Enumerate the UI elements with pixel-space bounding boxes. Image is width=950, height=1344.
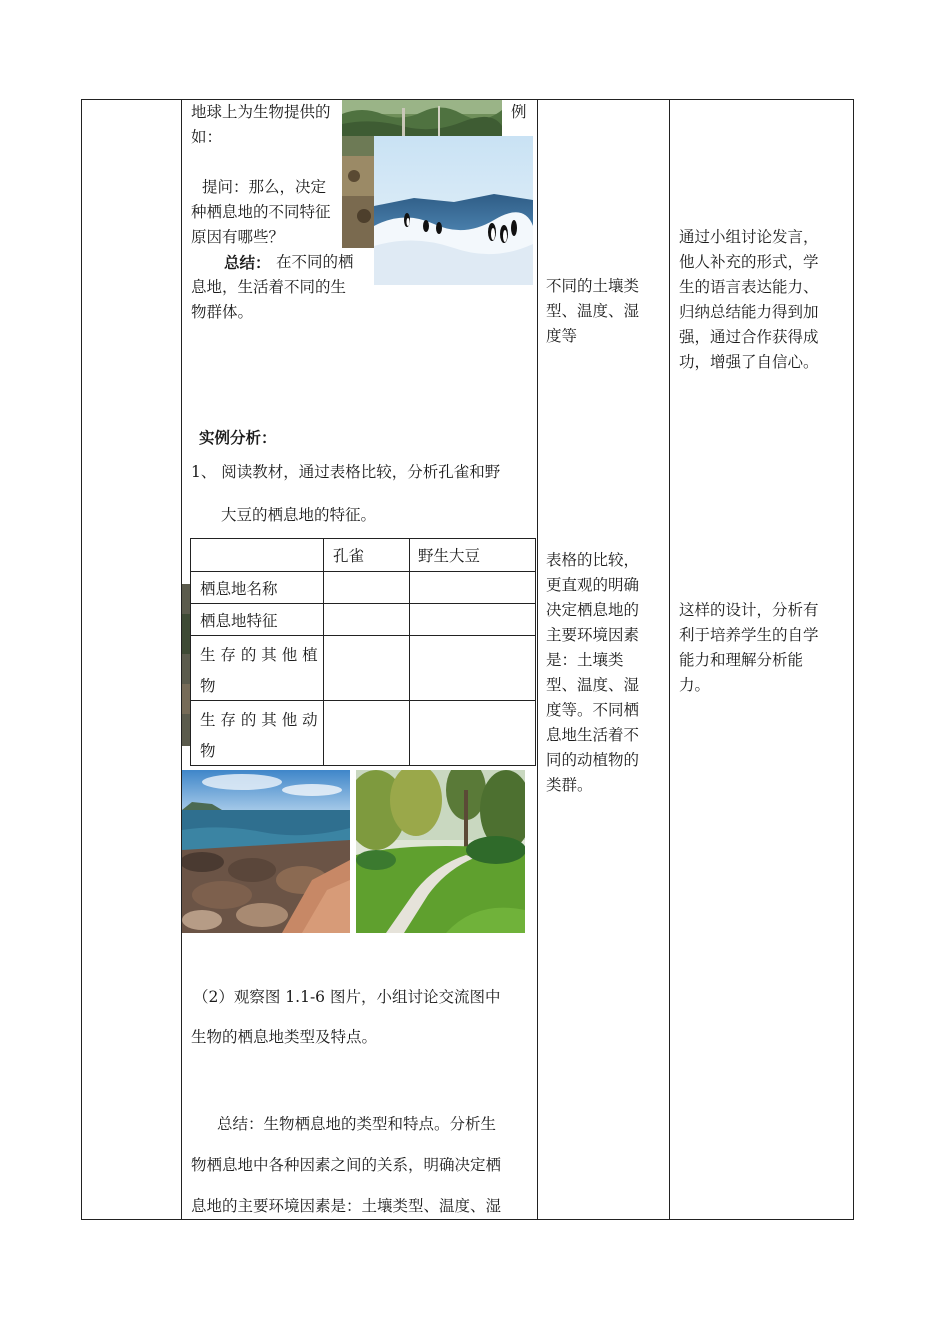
table-row-label: 生 存 的 其 他 植 [200, 646, 318, 664]
table-row-label: 物 [200, 742, 216, 760]
note-line: 是：土壤类 [546, 651, 624, 669]
note-line: 力。 [679, 676, 711, 694]
final-summary-line-2: 物栖息地中各种因素之间的关系，明确决定栖 [191, 1156, 502, 1174]
note-line: 表格的比较， [546, 551, 640, 569]
table-col-border-3 [669, 99, 670, 1220]
forest-photo [342, 100, 502, 136]
summary-label: 总结： [224, 253, 271, 272]
note-line: 更直观的明确 [546, 576, 640, 594]
note-line: 归纳总结能力得到加 [679, 303, 819, 321]
note-line: 能力和理解分析能 [679, 651, 804, 669]
summary-line-1: 在不同的栖 [276, 253, 354, 271]
table-header-peacock: 孔雀 [333, 547, 365, 565]
note-line: 主要环境因素 [546, 626, 640, 644]
final-summary-line-1: 总结：生物栖息地的类型和特点。分析生 [217, 1115, 497, 1133]
analysis-heading: 实例分析： [199, 428, 277, 447]
grassland-photo [342, 136, 374, 248]
final-summary-line-3: 息地的主要环境因素是：土壤类型、温度、湿 [191, 1197, 502, 1215]
col3-note-1 [546, 274, 639, 349]
note-line: 度等。不同栖 [546, 701, 640, 719]
table-row-label: 栖息地名称 [200, 580, 278, 598]
note-line: 通过小组讨论发言， [679, 228, 819, 246]
comparison-table [190, 538, 536, 766]
note-line: 功，增强了自信心。 [679, 353, 819, 371]
question-line-1: 提问：那么，决定 [202, 178, 327, 196]
rocky-coast-photo [182, 770, 350, 933]
table-col-border-2 [537, 99, 538, 1220]
inner-table-line [409, 538, 410, 766]
item1-line-2: 大豆的栖息地的特征。 [221, 506, 377, 524]
inner-table-line [190, 765, 536, 766]
penguin-iceberg-photo [374, 136, 533, 285]
intro-line-1-end: 例 [511, 103, 527, 121]
table-row-label: 栖息地特征 [200, 612, 278, 630]
note-line: 决定栖息地的 [546, 601, 640, 619]
col4-note-1 [679, 225, 819, 375]
intro-line-1: 地球上为生物提供的 [191, 103, 331, 121]
note-line: 生的语言表达能力、 [679, 278, 819, 296]
note-line: 型、温度、湿 [546, 676, 640, 694]
inner-table-line [190, 538, 536, 539]
note-line: 息地生活着不 [546, 726, 640, 744]
item2-line-1: （2）观察图 1.1-6 图片，小组讨论交流图中 [193, 988, 501, 1006]
question-line-2: 种栖息地的不同特征 [191, 203, 331, 221]
summary-line-3: 物群体。 [191, 303, 254, 321]
table-row-label: 生 存 的 其 他 动 [200, 711, 318, 729]
inner-table-line [190, 538, 191, 766]
note-line: 同的动植物的 [546, 751, 640, 769]
inner-table-line [190, 700, 536, 701]
table-header-soybean: 野生大豆 [418, 547, 481, 565]
table-row-label: 物 [200, 677, 216, 695]
note-line: 强，通过合作获得成 [679, 328, 819, 346]
intro-line-2: 如： [191, 128, 223, 146]
table-col-border-0 [81, 99, 82, 1220]
note-line: 这样的设计，分析有 [679, 601, 819, 619]
note-line: 不同的土壤类 [546, 277, 640, 295]
table-col-border-4 [853, 99, 854, 1220]
summary-line-2: 息地，生活着不同的生 [191, 278, 347, 296]
item1-line-1: 1、 阅读教材，通过表格比较，分析孔雀和野 [191, 463, 501, 481]
note-line: 型、温度、湿 [546, 302, 640, 320]
question-line-3: 原因有哪些？ [191, 228, 285, 246]
inner-table-line [535, 538, 536, 766]
note-line: 他人补充的形式，学 [679, 253, 819, 271]
col3-note-2 [546, 548, 639, 798]
inner-table-line [323, 538, 324, 766]
cliff-photo [182, 584, 190, 746]
item2-line-2: 生物的栖息地类型及特点。 [191, 1028, 378, 1046]
note-line: 利于培养学生的自学 [679, 626, 819, 644]
note-line: 类群。 [546, 776, 593, 794]
garden-lawn-photo [356, 770, 525, 933]
note-line: 度等 [546, 327, 578, 345]
table-bottom-border [81, 1219, 854, 1220]
col4-note-2 [679, 598, 819, 698]
